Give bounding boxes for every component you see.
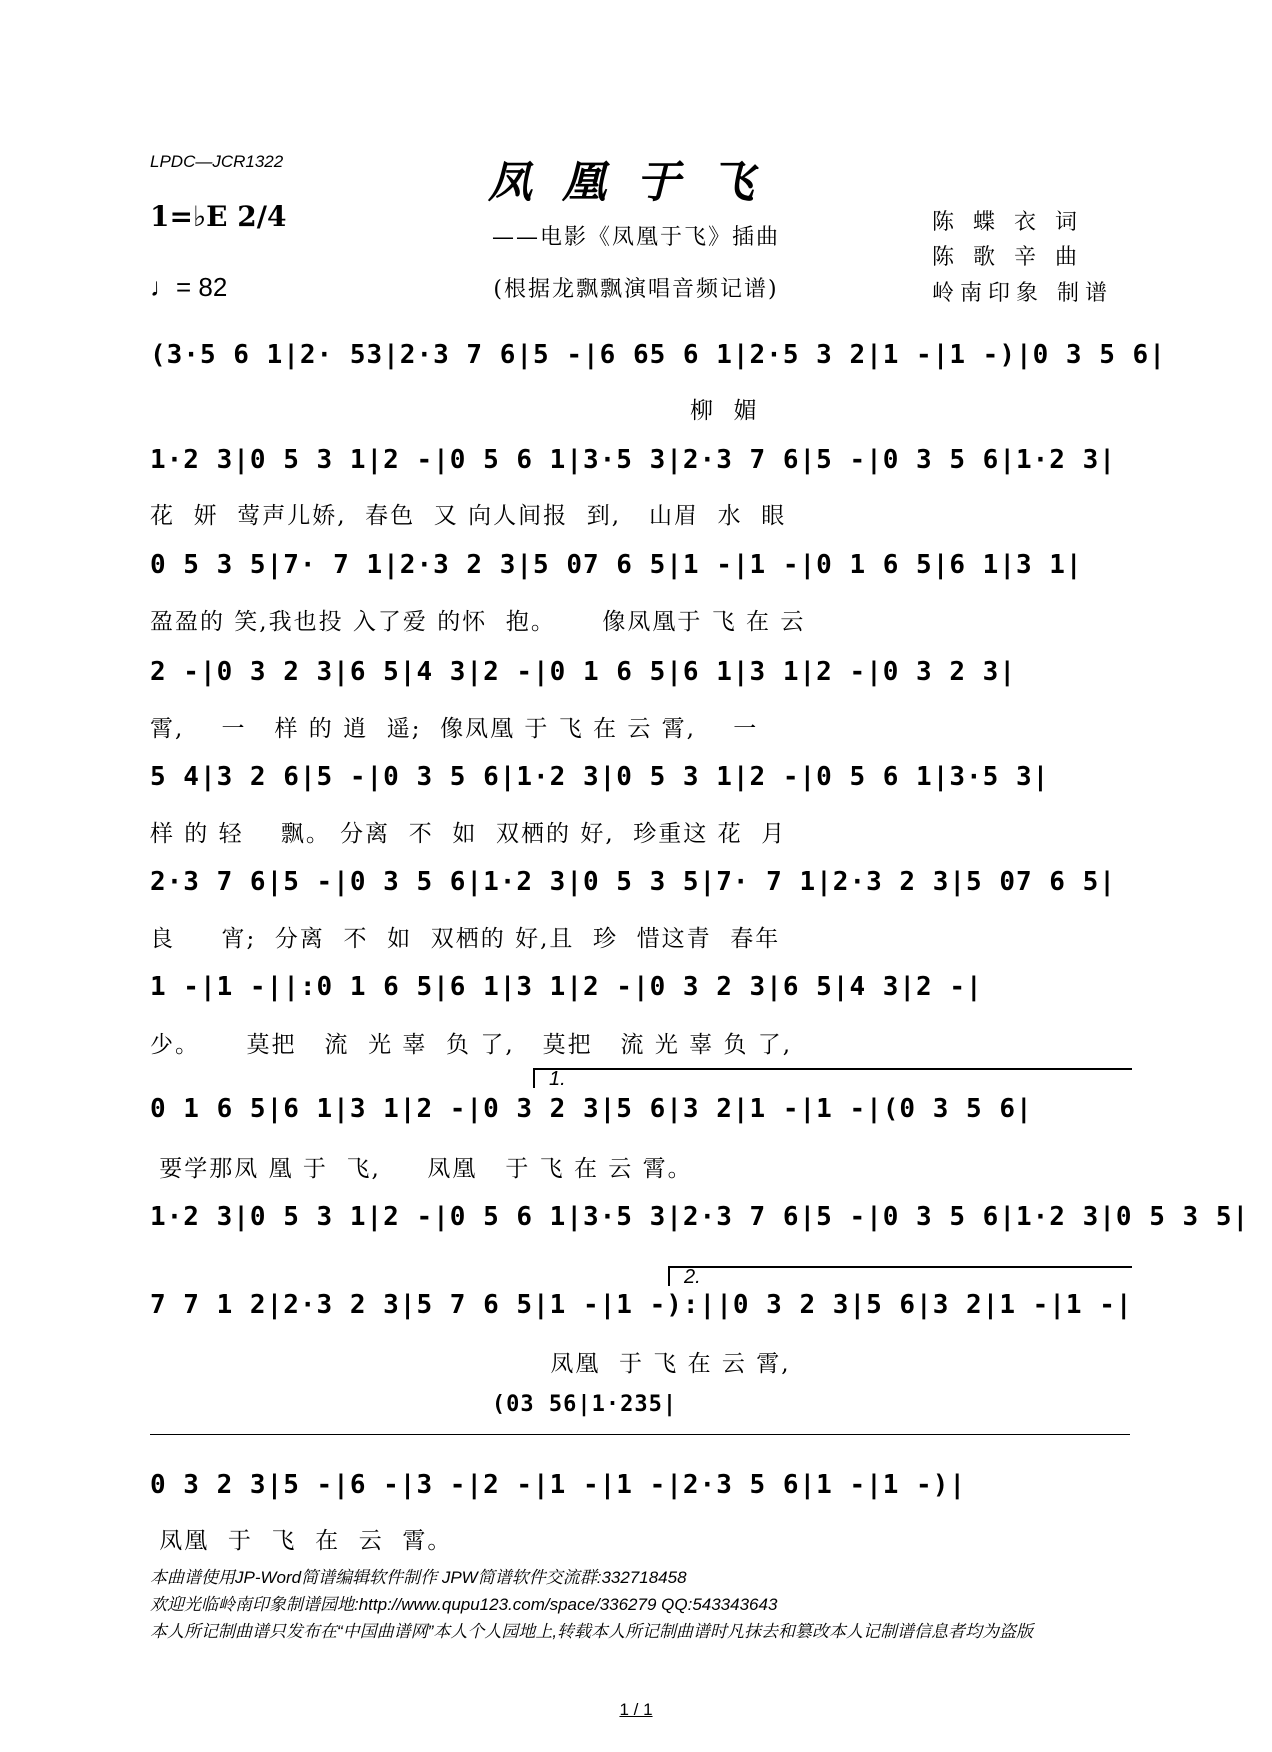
- lyricist-credit: 陈 蝶 衣 词: [932, 210, 1083, 235]
- score-line-1: (3·5 6 1|2· 53|2·3 7 6|5 -|6 65 6 1|2·5 3 2|1 -|1 -)|0 3 5 6|: [150, 340, 1166, 370]
- score-line-10: 7 7 1 2|2·3 2 3|5 7 6 5|1 -|1 -):||0 3 2 3|5 6|3 2|1 -|1 -|: [150, 1290, 1133, 1320]
- score-line-11: (03 56|1·235|: [150, 1392, 678, 1417]
- song-title: 凤凰于飞: [488, 157, 784, 208]
- lyric-line-7: 少。 莫把 流 光 辜 负 了, 莫把 流 光 辜 负 了,: [150, 1032, 793, 1058]
- score-line-12: 0 3 2 3|5 -|6 -|3 -|2 -|1 -|1 -|2·3 5 6|1 -|1 -)|: [150, 1470, 967, 1500]
- lyric-line-10: 凤凰 于 飞 在 云 霄,: [150, 1351, 791, 1377]
- score-code: LPDC—JCR1322: [150, 152, 284, 171]
- arranger-credit: 岭南印象 制谱: [932, 281, 1113, 306]
- first-ending-bracket: [533, 1068, 1132, 1088]
- second-ending-bracket: [668, 1266, 1132, 1286]
- score-line-6: 2·3 7 6|5 -|0 3 5 6|1·2 3|0 5 3 5|7· 7 1|2·3 2 3|5 07 6 5|: [150, 867, 1116, 897]
- footer-copyright: 本人所记制曲谱只发布在“中国曲谱网”本人个人园地上,转载本人所记制曲谱时凡抹去和篡改本人记制谱信息者均为盗版: [150, 1622, 1034, 1641]
- score-line-7: 1 -|1 -||:0 1 6 5|6 1|3 1|2 -|0 3 2 3|6 5|4 3|2 -|: [150, 972, 983, 1002]
- score-line-4: 2 -|0 3 2 3|6 5|4 3|2 -|0 1 6 5|6 1|3 1|2 -|0 3 2 3|: [150, 657, 1016, 687]
- page-number: 1 / 1: [619, 1700, 653, 1719]
- footer-software: 本曲谱使用JP-Word简谱编辑软件制作 JPW简谱软件交流群:332718458: [150, 1568, 687, 1587]
- lyric-line-2: 花 妍 莺声儿娇, 春色 又 向人间报 到, 山眉 水 眼: [150, 503, 787, 529]
- score-line-5: 5 4|3 2 6|5 -|0 3 5 6|1·2 3|0 5 3 1|2 -|0 5 6 1|3·5 3|: [150, 762, 1050, 792]
- footer-site: 欢迎光临岭南印象制谱园地:http://www.qupu123.com/space/336279 QQ:543343643: [150, 1595, 778, 1614]
- lyric-line-3: 盈盈的 笑,我也投 入了爱 的怀 抱。 像凤凰于 飞 在 云: [150, 609, 806, 635]
- lyric-line-12: 凤凰 于 飞 在 云 霄。: [150, 1528, 453, 1554]
- lyric-line-1: 柳 媚: [150, 398, 759, 424]
- second-ending-label: 2.: [684, 1266, 701, 1288]
- first-ending-label: 1.: [549, 1068, 566, 1090]
- system-rule: [150, 1434, 1130, 1435]
- composer-credit: 陈 歌 辛 曲: [932, 245, 1083, 270]
- score-line-3: 0 5 3 5|7· 7 1|2·3 2 3|5 07 6 5|1 -|1 -|0 1 6 5|6 1|3 1|: [150, 550, 1083, 580]
- song-subtitle: ——电影《凤凰于飞》插曲: [491, 225, 780, 250]
- lyric-line-6: 良 宵; 分离 不 如 双栖的 好,且 珍 惜这青 春年: [150, 926, 781, 952]
- transcription-note: (根据龙飘飘演唱音频记谱): [493, 277, 779, 302]
- tempo-marking: ♩= 82: [150, 272, 228, 302]
- key-signature: 1=♭E 2/4: [150, 200, 287, 233]
- score-line-9: 1·2 3|0 5 3 1|2 -|0 5 6 1|3·5 3|2·3 7 6|5 -|0 3 5 6|1·2 3|0 5 3 5|: [150, 1202, 1250, 1232]
- lyric-line-8: 要学那凤 凰 于 飞, 凤凰 于 飞 在 云 霄。: [150, 1156, 693, 1182]
- lyric-line-5: 样 的 轻 飘。 分离 不 如 双栖的 好, 珍重这 花 月: [150, 821, 787, 847]
- score-line-8: 0 1 6 5|6 1|3 1|2 -|0 3 2 3|5 6|3 2|1 -|1 -|(0 3 5 6|: [150, 1094, 1033, 1124]
- score-line-2: 1·2 3|0 5 3 1|2 -|0 5 6 1|3·5 3|2·3 7 6|5 -|0 3 5 6|1·2 3|: [150, 445, 1116, 475]
- lyric-line-4: 霄, 一 样 的 逍 遥; 像凤凰 于 飞 在 云 霄, 一: [150, 716, 759, 742]
